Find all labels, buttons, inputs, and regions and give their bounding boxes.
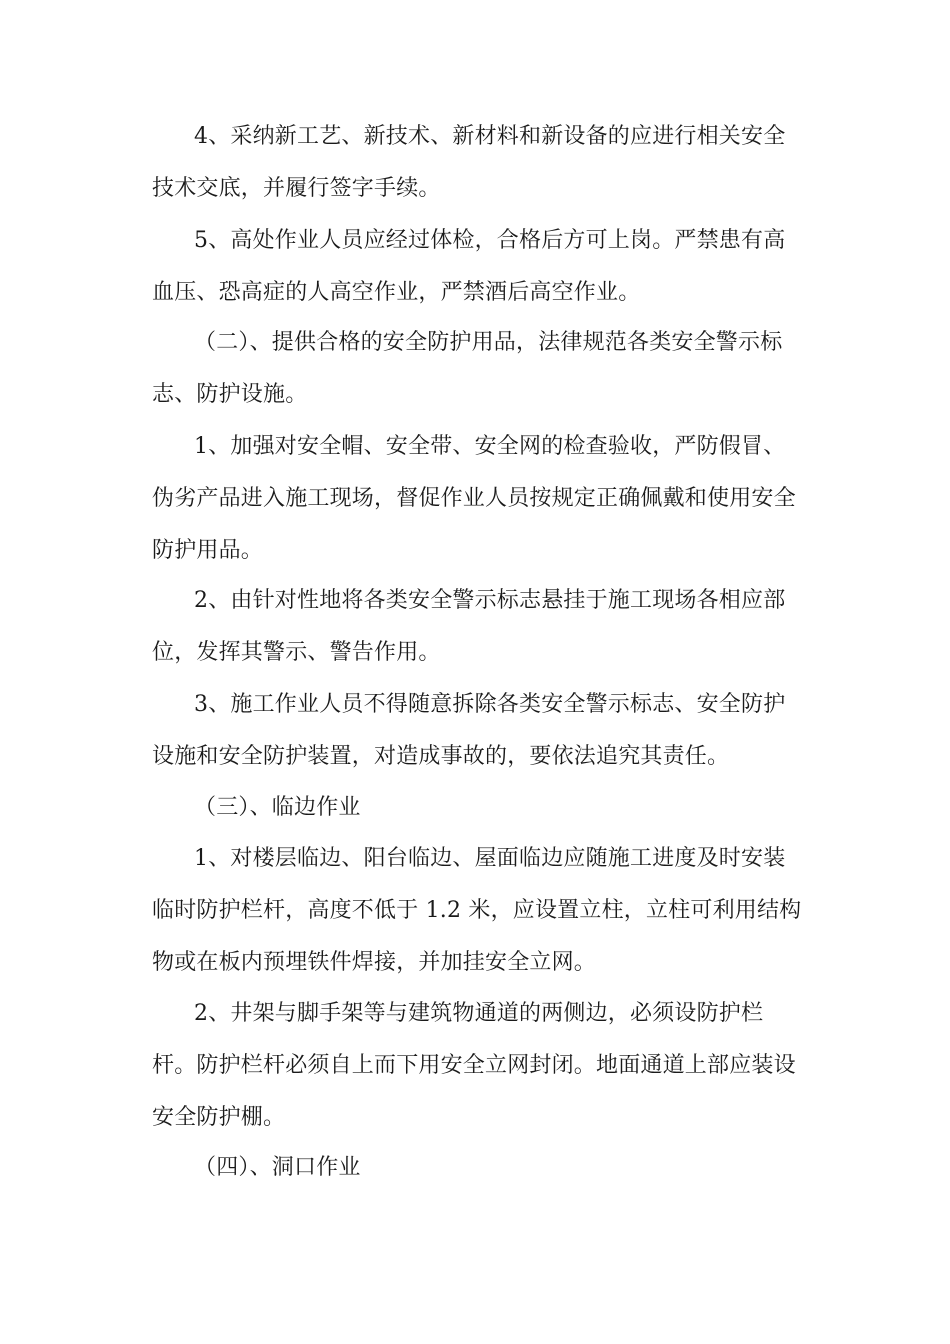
section-heading: （二）、提供合格的安全防护用品，法律规范各类安全警示标 <box>194 330 783 355</box>
section-heading: （三）、临边作业 <box>194 795 361 820</box>
text-line: 1、对楼层临边、阳台临边、屋面临边应随施工进度及时安装 <box>194 846 786 871</box>
text-line: 伪劣产品进入施工现场，督促作业人员按规定正确佩戴和使用安全 <box>152 486 796 511</box>
text-line: 3、施工作业人员不得随意拆除各类安全警示标志、安全防护 <box>194 692 786 717</box>
section-heading: （四）、洞口作业 <box>194 1155 361 1180</box>
text-line: 防护用品。 <box>152 538 264 563</box>
text-line: 5、高处作业人员应经过体检，合格后方可上岗。严禁患有高 <box>194 228 786 253</box>
text-line: 位，发挥其警示、警告作用。 <box>152 640 441 665</box>
text-line: 4、采纳新工艺、新技术、新材料和新设备的应进行相关安全 <box>194 124 786 149</box>
text-line: 杆。防护栏杆必须自上而下用安全立网封闭。地面通道上部应装设 <box>152 1053 796 1078</box>
text-line: 安全防护棚。 <box>152 1105 286 1130</box>
text-line: 血压、恐高症的人高空作业，严禁酒后高空作业。 <box>152 280 641 305</box>
text-line: 1、加强对安全帽、安全带、安全网的检查验收，严防假冒、 <box>194 434 786 459</box>
text-line: 物或在板内预埋铁件焊接，并加挂安全立网。 <box>152 950 597 975</box>
text-line: 临时防护栏杆，高度不低于 1.2 米，应设置立柱，立柱可利用结构 <box>152 898 802 923</box>
text-line: 技术交底，并履行签字手续。 <box>152 176 441 201</box>
text-line: 2、由针对性地将各类安全警示标志悬挂于施工现场各相应部 <box>194 588 786 613</box>
text-line: 志、防护设施。 <box>152 382 308 407</box>
text-line: 设施和安全防护装置，对造成事故的，要依法追究其责任。 <box>152 744 730 769</box>
text-line: 2、井架与脚手架等与建筑物通道的两侧边，必须设防护栏 <box>194 1001 764 1026</box>
